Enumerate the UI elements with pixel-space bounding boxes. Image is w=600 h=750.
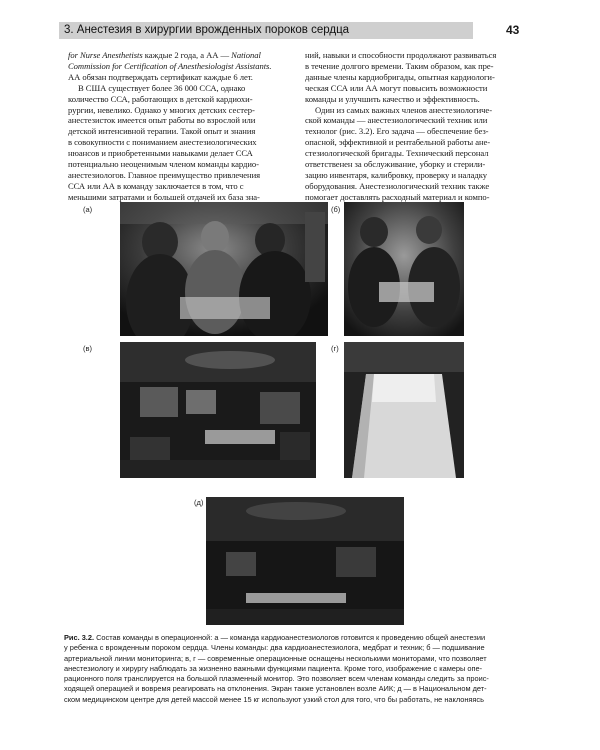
photo-panel-e <box>206 497 404 625</box>
running-header-title: 3. Анестезия в хирургии врожденных пороков сердца <box>64 24 350 36</box>
photo-team-preparing <box>120 202 328 336</box>
figure-label: Рис. 3.2. <box>64 633 95 642</box>
text-line: в течение долгого времени. Таким образом, как пре- <box>305 60 494 71</box>
text-line: ответственен за обслуживание, уборку и стерили- <box>305 159 486 170</box>
text-line: детской интенсивной терапии. Такой опыт и знания <box>68 126 256 137</box>
photo-arterial-line <box>344 202 464 336</box>
text-line: меньшими затратами и большей отдачей их база зна- <box>68 191 260 202</box>
photo-panel-b <box>344 202 464 336</box>
text-line: потенциально неоценимым членом команды кардио- <box>68 159 259 170</box>
panel-label-b: (б) <box>331 205 341 214</box>
left-text-column <box>68 50 278 203</box>
panel-label-a: (а) <box>83 205 93 214</box>
text-line: данные члены кардиобригады, опытная кардиологи- <box>305 71 495 82</box>
caption-line: анестезиологу и хирургу наблюдать за жизненно важными функциями пациента. Кроме того, изображение с камеры опе- <box>64 663 483 673</box>
text-line: стезиологической бригады. Технический персонал <box>305 148 489 159</box>
text-line: ческая ССА или АА могут повысить возможности <box>305 82 488 93</box>
text-line: Один из самых важных членов анестезиологиче- <box>315 104 493 115</box>
text-line: В США существует более 36 000 ССА, однако <box>78 82 246 93</box>
caption-line: рационного поля транслируется на большой плазменный монитор. Это позволяет всем членам команды следить за проис- <box>64 674 489 684</box>
photo-operating-table <box>344 342 464 478</box>
text-line: анестезиологов. Главное преимущество привлечения <box>68 169 261 180</box>
caption-line: у ребенка с врожденным пороком сердца. Члены команды: два кардиоанестезиолога, медбрат и техник; б — подшивание <box>64 643 485 653</box>
caption-line: Рис. 3.2. Состав команды в операционной: а — команда кардиоанестезиологов готовится к проведению общей анестезии <box>64 633 486 642</box>
text-line: технолог (рис. 3.2). Его задача — обеспечение без- <box>305 126 489 137</box>
photo-operating-room-monitors <box>120 342 316 478</box>
photo-narrow-table <box>206 497 404 625</box>
text-line: анестезисток имеется опыт работы во взрослой или <box>68 115 256 126</box>
page-number: 43 <box>506 23 520 37</box>
panel-label-e: (д) <box>194 498 204 507</box>
caption-line: ходящей операцией и вовремя реагировать на отклонения. Экран также установлен возле АИК; д — в Национальном дет- <box>64 684 487 694</box>
text-line: ССА или АА в команду заключается в том, что с <box>68 180 244 191</box>
text-line: опасной, эффективной и рентабельной работы ане- <box>305 137 491 148</box>
text-line: ской команды — анестезиологический техник или <box>305 115 488 126</box>
photo-panel-d <box>344 342 464 478</box>
photo-panel-a <box>120 202 328 336</box>
text-line: ний, навыки и способности продолжают развиваться <box>305 50 497 60</box>
text-line: команды и улучшить качество и эффективность. <box>305 93 480 104</box>
text-line: оборудования. Анестезиологический техник также <box>305 180 490 191</box>
text-line: зацию инвентаря, калибровку, проверку и наладку <box>305 169 487 180</box>
caption-line: ском медицинском центре для детей массой менее 15 кг используют узкий стол для того, что бы работать, не наклоняясь <box>64 694 484 704</box>
text-line: помогает доставлять расходный материал и компо- <box>305 191 490 202</box>
text-line: рургии, невелико. Однако у многих детских сестер- <box>68 104 255 115</box>
right-text-column <box>305 50 517 203</box>
text-line: количество ССА, работающих в детской кардиохи- <box>68 93 253 104</box>
text-line: АА обязан подтверждать сертификат каждые 6 лет. <box>68 71 253 82</box>
text-line: Commission for Certification of Anesthesiologist Assistants. <box>68 60 272 71</box>
text-line: for Nurse Anesthetists каждые 2 года, а АА — National <box>68 50 261 60</box>
text-line: нюансов и приобретенными навыками делает ССА <box>68 148 253 159</box>
text-line: в совокупности с пониманием анестезиологических <box>68 137 257 148</box>
panel-label-c: (в) <box>83 344 92 353</box>
figure-caption <box>64 633 514 705</box>
photo-panel-c <box>120 342 316 478</box>
caption-line: артериальной линии мониторинга; в, г — современные операционные оснащены несколькими мониторами, что позволяет <box>64 653 487 663</box>
panel-label-d: (г) <box>331 344 339 353</box>
